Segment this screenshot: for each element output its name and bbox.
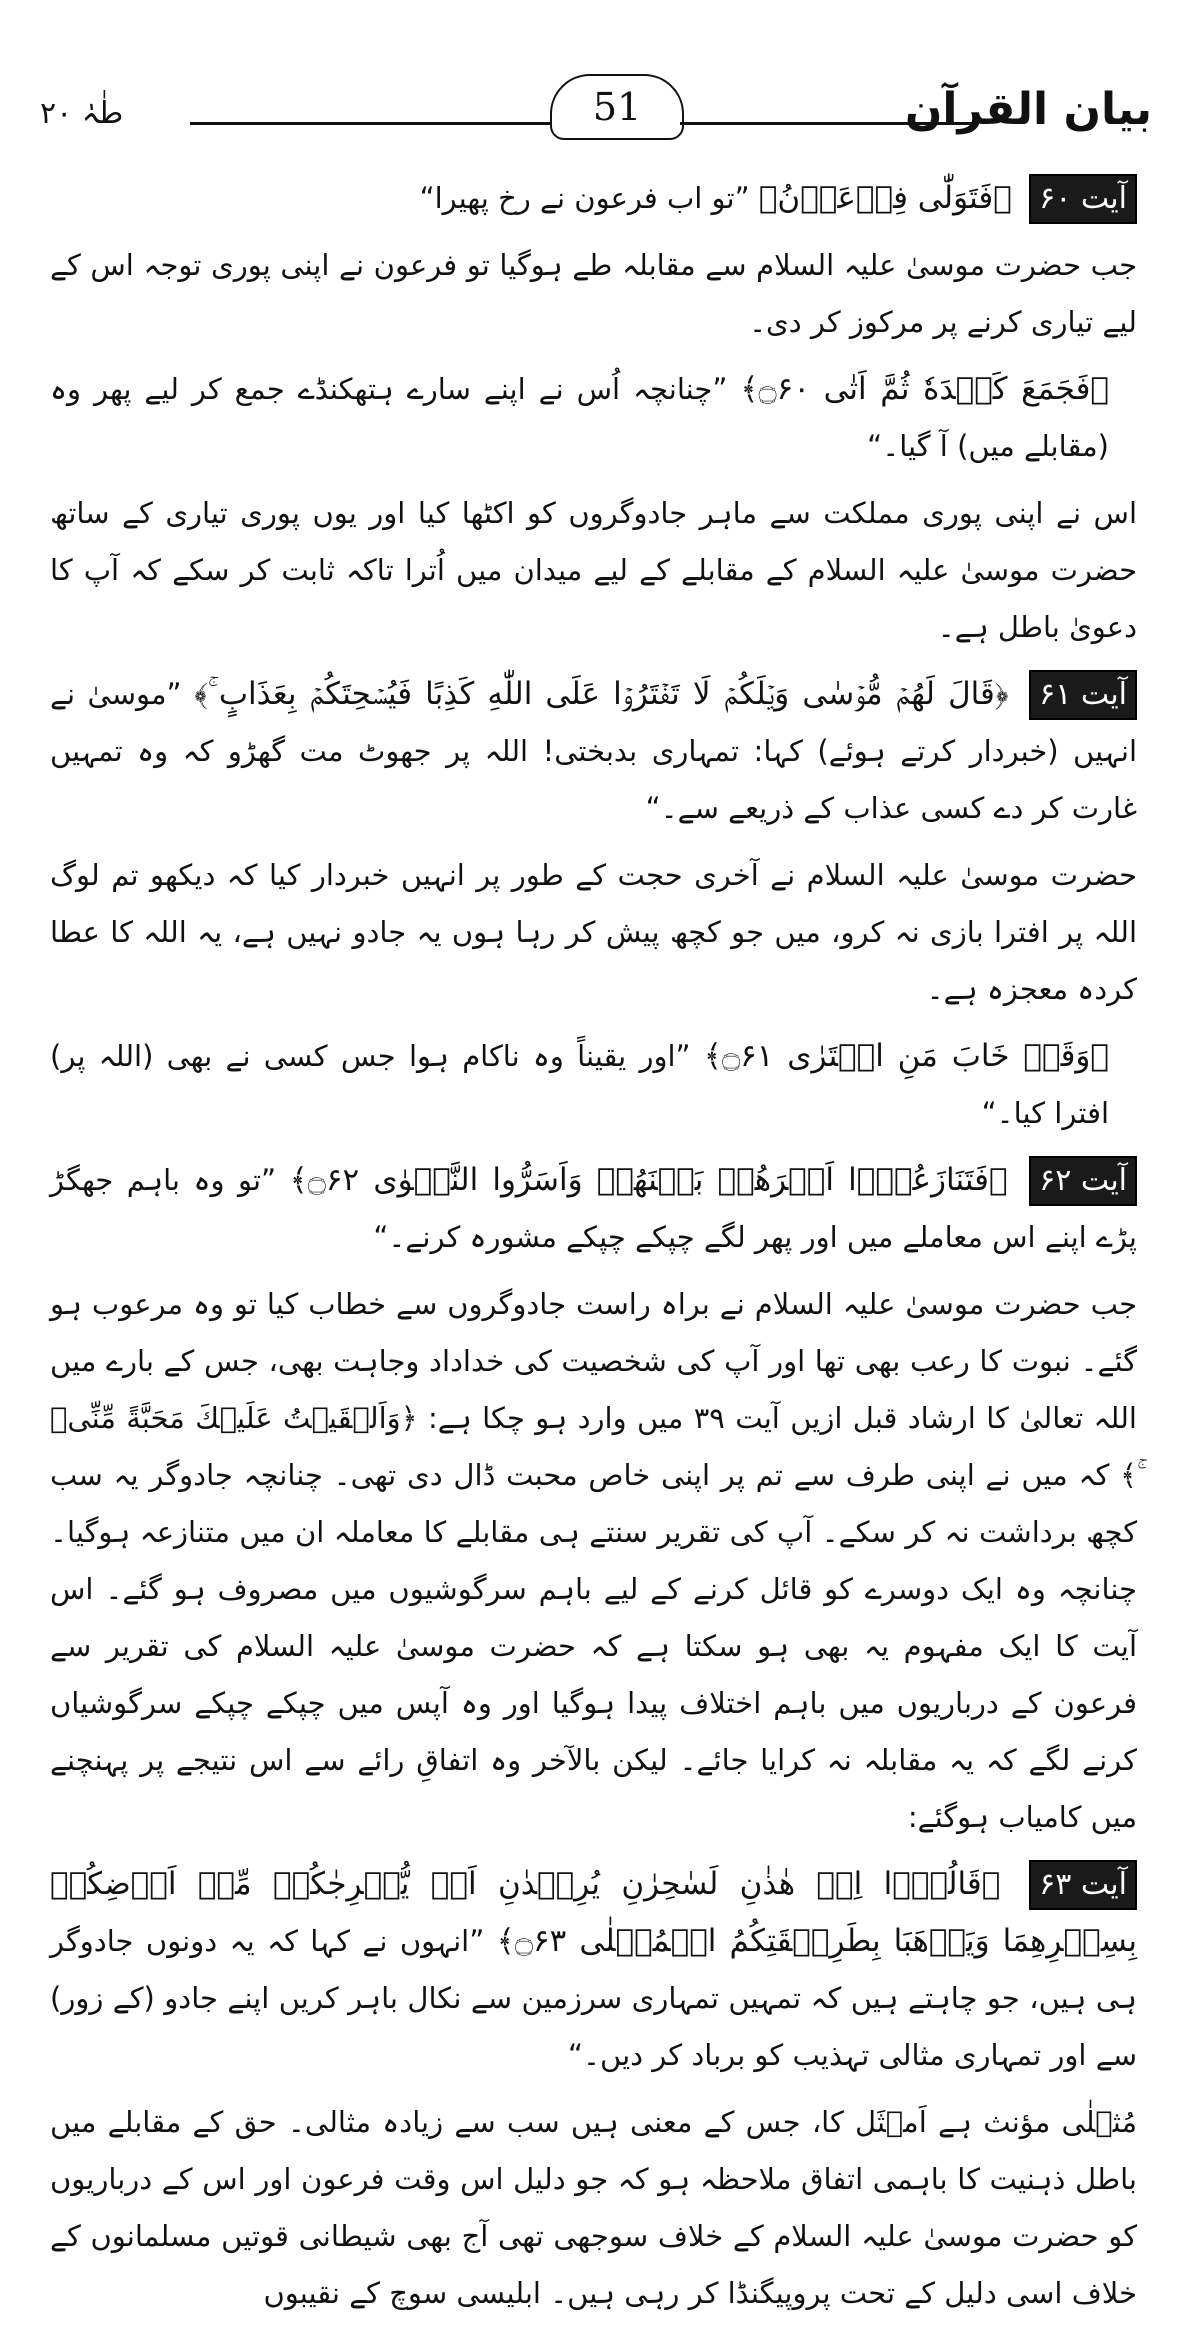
verse-label: آیت ۶۱	[1029, 670, 1137, 720]
verse-label: آیت ۶۲	[1029, 1156, 1137, 1206]
verse-61-continued	[50, 1028, 1137, 1142]
verse-label: آیت ۶۳	[1029, 1860, 1137, 1910]
page-body	[50, 170, 1137, 2332]
translation-text: ”تو وہ باہم جھگڑ پڑے اپنے اس معاملے میں اور پھر لگے چپکے چپکے مشورہ کرنے۔“	[50, 1163, 1137, 1254]
verse-60-paragraph	[50, 170, 1137, 227]
section-reference: طٰہٰ ۲۰	[40, 96, 124, 131]
header-rule-left	[190, 122, 550, 125]
page-number: 51	[592, 85, 642, 129]
translation-text: ”اور یقیناً وہ ناکام ہوا جس کسی نے بھی (اللہ پر) افترا کیا۔“	[50, 1039, 1109, 1130]
translation-text: ”چنانچہ اُس نے اپنے سارے ہتھکنڈے جمع کر لیے پھر وہ (مقابلے میں) آ گیا۔“	[50, 372, 1109, 463]
quran-text: ﴿فَتَنَازَعُوۡۤا اَمۡرَهُمۡ بَيۡنَهُمۡ وَاَسَرُّوا النَّجۡوٰی ۝۶۲﴾	[289, 1162, 1008, 1198]
translation-text: ”انہوں نے کہا کہ یہ دونوں جادوگر ہی ہیں، جو چاہتے ہیں کہ تمہیں تمہاری سرزمین سے نکال باہر کریں اپنے جادو (کے زور) سے اور تمہاری مثالی تہذیب کو برباد کر دیں۔“	[50, 1924, 1137, 2072]
page-header	[40, 64, 1152, 144]
translation-text: ”تو اب فرعون نے رخ پھیرا“	[419, 181, 750, 215]
quran-text: ﴿قَالُوۡۤا اِنۡ هٰذٰنِ لَسٰحِرٰنِ يُرِيۡدٰنِ اَنۡ يُّخۡرِجٰكُمۡ مِّنۡ اَرۡضِكُمۡ بِسِحۡرِهِمَا وَيَذۡهَبَا بِطَرِيۡقَتِكُمُ الۡمُثۡلٰی ۝۶۳﴾	[50, 1866, 1137, 1959]
page-number-frame	[550, 74, 684, 140]
verse-60-continued	[50, 361, 1137, 475]
verse-61-paragraph	[50, 666, 1137, 837]
quran-text: ﴿قَالَ لَهُمۡ مُّوۡسٰی وَيۡلَكُمۡ لَا تَفۡتَرُوۡا عَلَی اللّٰهِ كَذِبًا فَيُسۡحِتَكُمۡ بِعَذَابٍ ۚ﴾	[194, 676, 1009, 712]
translation-text: ”موسیٰ نے انہیں (خبردار کرتے ہوئے) کہا: تمہاری بدبختی! اللہ پر جھوٹ مت گھڑو کہ وہ تمہیں غارت کر دے کسی عذاب کے ذریعے سے۔“	[50, 677, 1137, 825]
verse-62-paragraph	[50, 1152, 1137, 1266]
quran-text: ﴿فَتَوَلّٰی فِرۡعَوۡنُ﴾	[758, 180, 1012, 216]
quran-text: ﴿وَقَدۡ خَابَ مَنِ افۡتَرٰی ۝۶۱﴾	[703, 1038, 1109, 1074]
commentary-paragraph: جب حضرت موسیٰ علیہ السلام نے براہ راست جادوگروں سے خطاب کیا تو وہ مرعوب ہو گئے۔ نبوت کا رعب بھی تھا اور آپ کی شخصیت کی خداداد وجاہت بھی، جس کے بارے میں اللہ تعالیٰ کا ارشاد قبل ازیں آیت ۳۹ میں وارد ہو چکا ہے: ﴿وَاَلۡقَيۡتُ عَلَيۡكَ مَحَبَّةً مِّنِّیۡ ۚ﴾ کہ میں نے اپنی طرف سے تم پر اپنی خاص محبت ڈال دی تھی۔ چنانچہ جادوگر یہ سب کچھ برداشت نہ کر سکے۔ آپ کی تقریر سنتے ہی مقابلے کا معاملہ ان میں متنازعہ ہوگیا۔ چنانچہ وہ ایک دوسرے کو قائل کرنے کے لیے باہم سرگوشیوں میں مصروف ہو گئے۔ اس آیت کا ایک مفہوم یہ بھی ہو سکتا ہے کہ حضرت موسیٰ علیہ السلام کی تقریر سے فرعون کے درباریوں میں باہم اختلاف پیدا ہوگیا اور وہ آپس میں چپکے چپکے سرگوشیاں کرنے لگے کہ یہ مقابلہ نہ کرایا جائے۔ لیکن بالآخر وہ اتفاقِ رائے سے اس نتیجے پر پہنچنے میں کامیاب ہوگئے:	[50, 1287, 1137, 1834]
commentary-paragraph: جب حضرت موسیٰ علیہ السلام سے مقابلہ طے ہوگیا تو فرعون نے اپنی پوری توجہ اس کے لیے تیاری کرنے پر مرکوز کر دی۔	[50, 248, 1137, 339]
commentary-paragraph: حضرت موسیٰ علیہ السلام نے آخری حجت کے طور پر انہیں خبردار کیا کہ دیکھو تم لوگ اللہ پر افترا بازی نہ کرو، میں جو کچھ پیش کر رہا ہوں یہ جادو نہیں ہے، یہ اللہ کا عطا کردہ معجزہ ہے۔	[50, 858, 1137, 1006]
running-title: بیان القرآن	[904, 84, 1152, 135]
commentary-paragraph: مُثۡلٰی مؤنث ہے اَمۡثَل کا، جس کے معنی ہیں سب سے زیادہ مثالی۔ حق کے مقابلے میں باطل ذہنیت کا باہمی اتفاق ملاحظہ ہو کہ جو دلیل اس وقت فرعون اور اس کے درباریوں کو حضرت موسیٰ علیہ السلام کے خلاف سوجھی تھی آج بھی شیطانی قوتیں مسلمانوں کے خلاف اسی دلیل کے تحت پروپیگنڈا کر رہی ہیں۔ ابلیسی سوچ کے نقیبوں	[50, 2105, 1137, 2310]
quran-text: ﴿فَجَمَعَ كَيۡدَهٗ ثُمَّ اَتٰی ۝۶۰﴾	[740, 371, 1109, 407]
verse-63-paragraph	[50, 1856, 1137, 2084]
commentary-paragraph: اس نے اپنی پوری مملکت سے ماہر جادوگروں کو اکٹھا کیا اور یوں پوری تیاری کے ساتھ حضرت موسیٰ علیہ السلام کے مقابلے کے لیے میدان میں اُترا تاکہ ثابت کر سکے کہ آپ کا دعویٰ باطل ہے۔	[50, 496, 1137, 644]
verse-label: آیت ۶۰	[1029, 174, 1137, 224]
